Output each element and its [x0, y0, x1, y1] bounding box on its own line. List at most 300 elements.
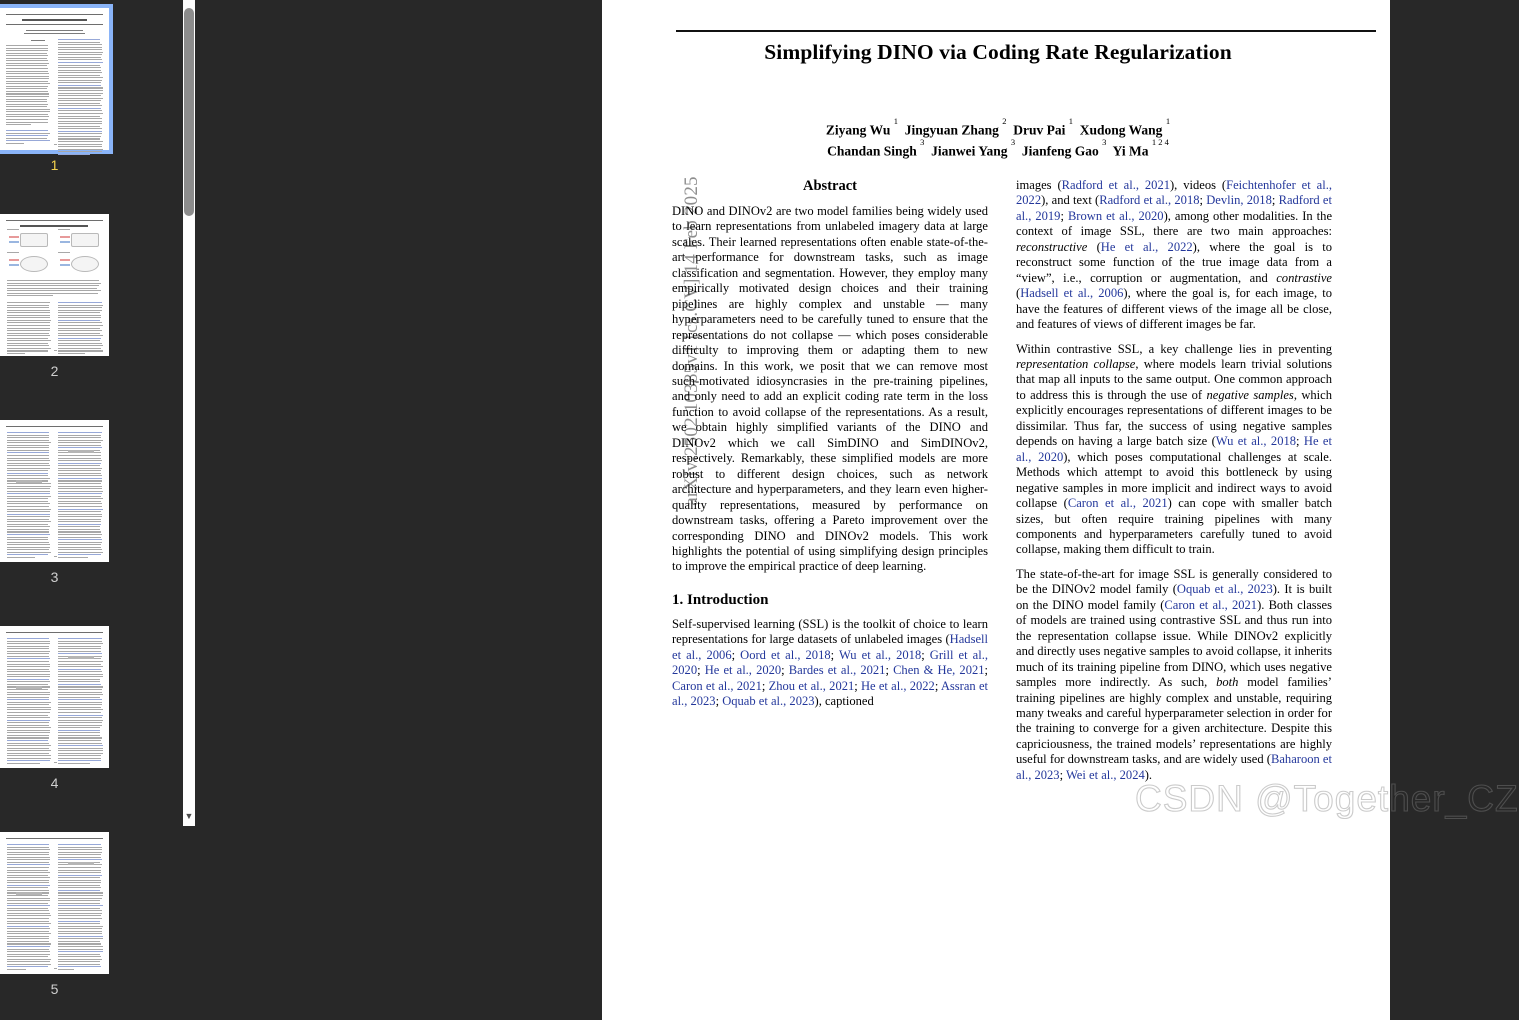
- thumbnail-text-line: [7, 854, 49, 855]
- thumbnail-text-line: [7, 905, 50, 906]
- thumbnail-text-line: [58, 57, 101, 58]
- thumbnail-figure-arrow: [60, 259, 70, 261]
- thumbnail-text-line: [7, 534, 50, 535]
- thumbnail-text-line: [7, 755, 51, 756]
- thumbnail-text-line: [58, 49, 102, 50]
- thumbnail-text-line: [7, 483, 51, 484]
- thumbnail-text-line: [7, 491, 50, 492]
- thumbnail-text-line: [58, 488, 102, 489]
- thumbnail-text-line: [58, 857, 101, 858]
- thumbnail-text-line: [7, 694, 50, 695]
- scroll-down-arrow-icon[interactable]: ▼: [184, 810, 194, 821]
- thumbnail-text-line: [7, 440, 49, 441]
- thumbnail-text-line: [7, 285, 99, 286]
- thumbnail-text-line: [7, 676, 50, 677]
- thumbnail-page-number: 3: [50, 569, 59, 585]
- thumbnail-text-line: [58, 910, 102, 911]
- thumbnail-text-line: [6, 68, 48, 69]
- right-paragraph-2: Within contrastive SSL, a key challenge lies in preventing representation collapse, where models learn trivial solutions that map all inputs to the same output. One common approach to address this is through the use of negative samples, which explicitly encourages representations of different images to be dissimilar. Thus far, the success of using negative samples depends on having a large batch size (Wu et al., 2018; He et al., 2020), which poses computational challenges at scale. Methods which attempt to avoid this bottleneck by using negative samples in more implicit and indirect ways to avoid collapse (Caron et al., 2021) can cope with smaller batch sizes, but often require training pipelines with many components and hyperparameters carefully tuned to avoid collapse, making them difficult to train.: [1016, 341, 1332, 557]
- thumbnail-equation-block: [16, 480, 42, 483]
- thumbnail-text-line: [58, 689, 102, 690]
- thumbnail-text-line: [58, 882, 101, 883]
- thumbnail-text-line: [7, 864, 50, 865]
- thumbnail-page-preview[interactable]: [0, 420, 109, 562]
- thumbnail-text-line: [58, 113, 103, 114]
- thumbnail-text-line: [7, 735, 49, 736]
- thumbnail-text-line: [58, 849, 102, 850]
- thumbnail-text-line: [7, 526, 50, 527]
- thumbnail-text-line: [58, 144, 102, 145]
- thumbnail-page-preview[interactable]: [0, 832, 109, 974]
- thumbnail-text-line: [58, 103, 100, 104]
- thumbnail-text-line: [7, 643, 50, 644]
- thumbnail-text-line: [7, 880, 49, 881]
- thumbnail-figure-arrow: [9, 264, 19, 266]
- thumbnail-authors-line: [26, 30, 83, 31]
- thumbnail-item[interactable]: [0, 832, 195, 1004]
- thumbnail-text-line: [58, 908, 100, 909]
- thumbnail-text-line: [7, 933, 51, 934]
- thumbnail-text-line: [58, 539, 102, 540]
- thumbnail-frame-page-2[interactable]: [0, 214, 109, 356]
- thumbnail-text-line: [7, 720, 50, 721]
- document-viewer-area[interactable]: [195, 0, 1390, 826]
- thumbnail-text-line: [58, 93, 103, 94]
- thumbnail-text-line: [58, 118, 102, 119]
- thumbnail-text-line: [7, 877, 50, 878]
- thumbnail-text-line: [58, 725, 102, 726]
- thumbnail-text-line: [58, 847, 102, 848]
- thumbnail-text-line: [58, 141, 103, 142]
- thumbnail-text-line: [7, 910, 49, 911]
- thumbnail-text-line: [58, 531, 101, 532]
- thumbnail-text-line: [58, 844, 101, 845]
- thumbnail-text-line: [7, 895, 48, 896]
- intro-paragraph-1: Self-supervised learning (SSL) is the toolkit of choice to learn representations for large datasets of unlabeled images (Hadsell et al., 2006; Oord et al., 2018; Wu et al., 2018; Grill et al., 2020; He et al., 2020; Bardes et al., 2021; Chen & He, 2021; Caron et al., 2021; Zhou et al., 2021; He et al., 2022; Assran et al., 2023; Oquab et al., 2023), captioned: [672, 616, 989, 709]
- thumbnail-text-line: [58, 735, 100, 736]
- thumbnail-text-line: [58, 669, 101, 670]
- thumbnail-figure-caption: [7, 229, 19, 230]
- thumbnail-text-line: [7, 348, 51, 349]
- thumbnail-text-line: [58, 440, 103, 441]
- thumbnail-text-line: [7, 887, 48, 888]
- thumbnail-text-line: [7, 956, 48, 957]
- thumbnail-text-line: [58, 353, 85, 354]
- thumbnail-text-line: [58, 694, 103, 695]
- right-paragraph-3: The state-of-the-art for image SSL is generally considered to be the DINOv2 model family (Oquab et al., 2023). It is built on the DINO model family (Caron et al., 2021). Both classes of models are trained using contrastive SSL and thus run into the representation collapse issue. While DINOv2 explicitly and directly uses negative samples to avoid collapse, it inherits much of its training pipeline from DINO, which uses negative samples more indirectly. As such, both model families’ training pipelines are highly complex and unstable, requiring many tweaks and careful hyperparameter selection in order for the training to converge for a given architecture. Despite this capriciousness, the trained models’ representations are highly useful for downstream tasks, and are widely used (Baharoon et al., 2023; Wei et al., 2024).: [1016, 566, 1332, 782]
- thumbnail-text-line: [58, 506, 102, 507]
- thumbnail-text-line: [58, 717, 102, 718]
- thumbnail-text-line: [58, 704, 102, 705]
- thumbnail-text-line: [7, 943, 51, 944]
- thumbnail-text-line: [7, 898, 50, 899]
- thumbnail-text-line: [58, 900, 100, 901]
- thumbnail-text-line: [6, 96, 49, 97]
- thumbnail-text-line: [58, 460, 102, 461]
- thumbnail-page-preview[interactable]: [0, 8, 109, 150]
- thumbnail-title-rule: [6, 24, 103, 25]
- thumbnail-text-line: [7, 961, 50, 962]
- thumbnail-text-line: [58, 949, 103, 950]
- thumbnail-text-line: [7, 463, 49, 464]
- thumbnail-text-line: [6, 60, 48, 61]
- thumbnail-text-line: [7, 717, 50, 718]
- thumbnail-text-line: [58, 62, 103, 63]
- thumbnail-text-line: [7, 511, 50, 512]
- thumbnail-text-line: [58, 722, 102, 723]
- thumbnail-page-number: 5: [50, 981, 59, 997]
- thumbnail-text-line: [58, 732, 100, 733]
- thumbnail-text-line: [7, 908, 48, 909]
- thumbnail-text-line: [58, 646, 101, 647]
- thumbnail-item[interactable]: [0, 626, 195, 798]
- thumbnail-text-line: [58, 921, 100, 922]
- thumbnail-text-line: [7, 506, 49, 507]
- thumbnail-text-line: [7, 486, 51, 487]
- thumbnail-text-line: [7, 503, 50, 504]
- thumbnail-text-line: [58, 85, 101, 86]
- thumbnail-text-line: [7, 849, 50, 850]
- thumbnail-text-line: [7, 903, 48, 904]
- thumbnail-header-rule: [6, 426, 103, 427]
- thumbnail-text-line: [7, 913, 50, 914]
- thumbnail-text-line: [7, 333, 49, 334]
- thumbnail-text-line: [58, 534, 102, 535]
- thumbnail-text-line: [6, 101, 47, 102]
- thumbnail-text-line: [7, 283, 101, 284]
- thumbnail-text-line: [58, 544, 101, 545]
- thumbnail-header-rule: [6, 220, 103, 221]
- thumbnail-frame-page-1[interactable]: [0, 8, 109, 150]
- thumbnail-text-line: [7, 936, 49, 937]
- thumbnail-text-line: [7, 681, 50, 682]
- thumbnail-text-line: [7, 890, 49, 891]
- thumbnail-text-line: [7, 325, 50, 326]
- thumbnail-text-line: [58, 39, 100, 40]
- thumbnail-text-line: [58, 887, 101, 888]
- thumbnail-text-line: [6, 58, 47, 59]
- thumbnail-text-line: [7, 496, 51, 497]
- thumbnail-text-line: [58, 59, 102, 60]
- thumbnail-text-line: [58, 493, 102, 494]
- thumbnail-text-line: [58, 547, 101, 548]
- thumbnail-text-line: [58, 473, 101, 474]
- thumbnail-item[interactable]: [0, 214, 195, 386]
- thumbnail-text-line: [58, 877, 100, 878]
- thumbnail-text-line: [7, 293, 98, 294]
- thumbnail-text-line: [58, 445, 101, 446]
- thumbnail-text-line: [58, 684, 101, 685]
- thumbnail-text-line: [58, 44, 102, 45]
- thumbnail-figure-diagram: [20, 256, 48, 272]
- pdf-page-1: [602, 0, 1390, 1020]
- thumbnail-text-line: [7, 743, 49, 744]
- thumbnail-header-rule: [6, 838, 103, 839]
- thumbnail-text-line: [58, 740, 101, 741]
- thumbnail-text-line: [58, 727, 100, 728]
- thumbnail-text-line: [58, 348, 101, 349]
- thumbnail-text-line: [58, 913, 102, 914]
- thumbnail-title-bar: [22, 19, 87, 21]
- thumbnail-text-line: [58, 931, 102, 932]
- thumbnail-text-line: [7, 330, 50, 331]
- thumbnail-text-line: [7, 432, 49, 433]
- thumbnail-frame-page-3[interactable]: [0, 420, 109, 562]
- thumbnail-text-line: [7, 641, 50, 642]
- thumbnail-text-line: [7, 470, 48, 471]
- thumbnail-text-line: [7, 862, 49, 863]
- thumbnail-text-line: [6, 133, 50, 134]
- thumbnail-text-line: [6, 73, 49, 74]
- thumbnail-text-line: [7, 964, 51, 965]
- thumbnail-text-line: [58, 643, 103, 644]
- thumbnail-text-line: [58, 905, 103, 906]
- thumbnail-text-line: [7, 656, 49, 657]
- thumbnail-text-line: [7, 684, 48, 685]
- thumbnail-text-line: [7, 509, 51, 510]
- thumbnail-text-line: [7, 353, 25, 354]
- thumbnail-text-line: [7, 458, 49, 459]
- thumbnail-text-line: [58, 699, 102, 700]
- thumbnail-text-line: [7, 305, 49, 306]
- thumbnail-text-line: [58, 98, 103, 99]
- thumbnail-text-line: [7, 951, 50, 952]
- thumbnail-text-line: [58, 100, 101, 101]
- thumbnail-text-line: [7, 651, 50, 652]
- thumbnail-text-line: [7, 338, 48, 339]
- thumbnail-text-line: [7, 542, 49, 543]
- author-line-2: Chandan Singh $^3$ Jianwei Yang $^3$ Jianfeng Gao $^3$ Yi Ma $^{1 2 4}$: [827, 136, 1169, 158]
- thumbnail-text-line: [7, 452, 49, 453]
- thumbnail-item[interactable]: [0, 420, 195, 592]
- thumbnail-text-line: [58, 465, 100, 466]
- thumbnail-text-line: [58, 514, 102, 515]
- thumbnail-text-line: [7, 689, 48, 690]
- sidebar-scrollbar-thumb[interactable]: [184, 8, 194, 216]
- thumbnail-text-line: [7, 498, 48, 499]
- thumbnail-text-line: [58, 345, 103, 346]
- thumbnail-figure-arrow: [9, 241, 19, 243]
- thumbnail-text-line: [7, 465, 50, 466]
- thumbnail-figure-caption: [58, 252, 70, 253]
- thumbnail-text-line: [7, 921, 49, 922]
- thumbnail-text-line: [7, 699, 49, 700]
- abstract-heading: Abstract: [803, 178, 857, 194]
- thumbnail-text-line: [58, 126, 100, 127]
- thumbnail-page-footer: [54, 350, 57, 351]
- thumbnail-text-line: [7, 763, 40, 764]
- thumbnail-text-line: [7, 707, 51, 708]
- thumbnail-text-line: [6, 71, 48, 72]
- thumbnail-text-line: [58, 312, 100, 313]
- thumbnail-text-line: [58, 80, 102, 81]
- thumbnail-item[interactable]: [0, 8, 195, 180]
- thumbnail-text-line: [58, 475, 102, 476]
- thumbnail-text-line: [58, 335, 103, 336]
- thumbnail-text-line: [6, 65, 47, 66]
- thumbnail-figure-diagram: [71, 256, 99, 272]
- thumbnail-text-line: [58, 131, 102, 132]
- thumbnail-text-line: [7, 753, 49, 754]
- thumbnail-text-line: [58, 70, 101, 71]
- thumbnail-text-line: [58, 923, 100, 924]
- thumbnail-text-line: [7, 554, 48, 555]
- abstract-text: DINO and DINOv2 are two model families being widely used to learn representations from unlabeled imagery data at large scales. Their learned representations often enable state-of-the-art performance for downstream tasks, such as image classification and segmentation. However, they employ many empirically motivated design choices and their training pipelines are highly complex and unstable — many hyperparameters need to be carefully tuned to ensure that the representations do not collapse — which poses considerable difficulty to improving them or adapting them to new domains. In this work, we posit that we can remove most such-motivated idiosyncrasies in the pre-training pipelines, and only need to add an explicit coding rate term in the loss function to avoid collapse of the representations. As a result, we obtain highly simplified variants of the DINO and DINOv2 which we call SimDINO and SimDINOv2, respectively. Remarkably, these simplified models are more robust to different design choices, such as network architecture and hyperparameters, and they learn even higher-quality representations, measured by performance on downstream tasks, offering a Pareto improvement over the corresponding DINO and DINOv2 models. This work highlights the potential of using simplifying design principles to improve the empirical practice of deep learning.: [672, 204, 988, 574]
- thumbnail-text-line: [7, 664, 50, 665]
- thumbnail-text-line: [58, 501, 101, 502]
- thumbnail-text-line: [58, 653, 102, 654]
- thumbnail-text-line: [7, 646, 49, 647]
- thumbnail-figure-caption: [58, 229, 70, 230]
- thumbnail-text-line: [7, 437, 49, 438]
- thumbnail-figure-arrow: [60, 236, 70, 238]
- thumbnail-text-line: [6, 93, 49, 94]
- thumbnail-text-line: [58, 468, 102, 469]
- thumbnail-text-line: [58, 648, 101, 649]
- thumbnail-text-line: [58, 519, 101, 520]
- thumbnail-text-line: [58, 54, 102, 55]
- thumbnail-text-line: [6, 99, 47, 100]
- thumbnail-text-line: [7, 758, 51, 759]
- thumbnail-text-line: [7, 872, 50, 873]
- thumbnail-text-line: [7, 727, 51, 728]
- thumbnail-text-line: [58, 880, 101, 881]
- thumbnail-text-line: [58, 951, 103, 952]
- thumbnail-text-line: [7, 302, 50, 303]
- thumbnail-text-line: [7, 450, 49, 451]
- thumbnail-text-line: [7, 280, 99, 281]
- thumbnail-text-line: [7, 340, 51, 341]
- thumbnail-text-line: [58, 760, 101, 761]
- thumbnail-page-preview[interactable]: [0, 626, 109, 768]
- thumbnail-text-line: [58, 941, 100, 942]
- left-column: [672, 178, 988, 792]
- thumbnail-figure-arrow: [9, 259, 19, 261]
- thumbnail-text-line: [58, 491, 103, 492]
- thumbnail-text-line: [58, 340, 100, 341]
- sidebar-scrollbar[interactable]: [183, 0, 195, 826]
- thumbnail-text-line: [7, 531, 49, 532]
- thumbnail-figure-arrow: [9, 236, 19, 238]
- thumbnail-figure-diagram: [20, 233, 48, 247]
- thumbnail-text-line: [58, 305, 103, 306]
- thumbnail-header-rule: [6, 632, 103, 633]
- thumbnail-text-line: [58, 542, 102, 543]
- thumbnail-text-line: [7, 702, 51, 703]
- thumbnail-frame-page-5[interactable]: [0, 832, 109, 974]
- thumbnail-text-line: [58, 885, 100, 886]
- thumbnail-text-line: [58, 121, 102, 122]
- thumbnail-text-line: [58, 671, 102, 672]
- thumbnail-page-number: 2: [50, 363, 59, 379]
- author-line-1: Ziyang Wu $^1$ Jingyuan Zhang $^2$ Druv Pai $^1$ Xudong Wang $^1$: [825, 116, 1171, 138]
- thumbnail-strip: [0, 0, 195, 1004]
- thumbnail-figure-caption: [7, 252, 19, 253]
- thumbnail-equation-block: [68, 450, 94, 453]
- thumbnail-text-line: [58, 146, 102, 147]
- thumbnail-text-line: [7, 847, 49, 848]
- thumbnail-text-line: [58, 681, 100, 682]
- thumbnail-text-line: [6, 88, 47, 89]
- thumbnail-text-line: [58, 870, 101, 871]
- thumbnail-text-line: [58, 903, 100, 904]
- thumbnail-text-line: [58, 524, 101, 525]
- thumbnail-text-line: [58, 516, 102, 517]
- thumbnail-text-line: [58, 946, 103, 947]
- thumbnail-text-line: [58, 90, 103, 91]
- thumbnail-text-line: [7, 310, 50, 311]
- thumbnail-text-line: [7, 725, 49, 726]
- thumbnail-text-line: [58, 437, 101, 438]
- thumbnail-text-line: [58, 496, 101, 497]
- thumbnail-text-line: [58, 151, 102, 152]
- thumbnail-text-line: [7, 307, 49, 308]
- thumbnail-text-line: [58, 709, 103, 710]
- thumbnail-page-preview[interactable]: [0, 214, 109, 356]
- thumbnail-text-line: [58, 480, 102, 481]
- thumbnail-frame-page-4[interactable]: [0, 626, 109, 768]
- thumbnail-text-line: [7, 715, 48, 716]
- thumbnail-text-line: [58, 320, 100, 321]
- thumbnail-text-line: [58, 75, 100, 76]
- thumbnail-text-line: [7, 445, 49, 446]
- thumbnail-text-line: [58, 956, 101, 957]
- thumbnail-text-line: [58, 338, 101, 339]
- thumbnail-text-line: [58, 483, 101, 484]
- thumbnail-text-line: [58, 664, 101, 665]
- thumbnail-text-line: [58, 509, 103, 510]
- thumbnail-text-line: [7, 722, 49, 723]
- thumbnail-text-line: [58, 503, 102, 504]
- thumbnail-text-line: [7, 544, 50, 545]
- thumbnail-text-line: [58, 641, 102, 642]
- thumbnail-text-line: [58, 679, 100, 680]
- thumbnail-text-line: [58, 763, 90, 764]
- thumbnail-sidebar[interactable]: [0, 0, 195, 997]
- thumbnail-text-line: [6, 45, 48, 46]
- thumbnail-text-line: [58, 737, 102, 738]
- thumbnail-text-line: [58, 343, 102, 344]
- thumbnail-text-line: [7, 648, 49, 649]
- thumbnail-text-line: [7, 447, 49, 448]
- thumbnail-text-line: [7, 335, 50, 336]
- thumbnail-abstract-heading: [31, 40, 45, 41]
- thumbnail-text-line: [7, 900, 50, 901]
- thumbnail-page-footer: [54, 556, 57, 557]
- thumbnail-text-line: [6, 140, 50, 141]
- introduction-heading: 1. Introduction: [672, 591, 769, 608]
- thumbnail-text-line: [58, 82, 101, 83]
- thumbnail-text-line: [7, 885, 50, 886]
- thumbnail-figure-arrow: [60, 264, 70, 266]
- thumbnail-text-line: [58, 537, 101, 538]
- thumbnail-text-line: [6, 122, 48, 123]
- thumbnail-text-line: [7, 442, 51, 443]
- thumbnail-text-line: [58, 758, 101, 759]
- thumbnail-text-line: [7, 350, 48, 351]
- thumbnail-text-line: [6, 55, 48, 56]
- thumbnail-text-line: [58, 442, 101, 443]
- thumbnail-text-line: [7, 312, 50, 313]
- thumbnail-text-line: [58, 317, 101, 318]
- thumbnail-text-line: [7, 740, 48, 741]
- thumbnail-text-line: [6, 119, 48, 120]
- thumbnail-text-line: [6, 114, 48, 115]
- thumbnail-text-line: [6, 124, 31, 125]
- thumbnail-text-line: [58, 755, 101, 756]
- thumbnail-text-line: [58, 72, 102, 73]
- thumbnail-text-line: [58, 138, 100, 139]
